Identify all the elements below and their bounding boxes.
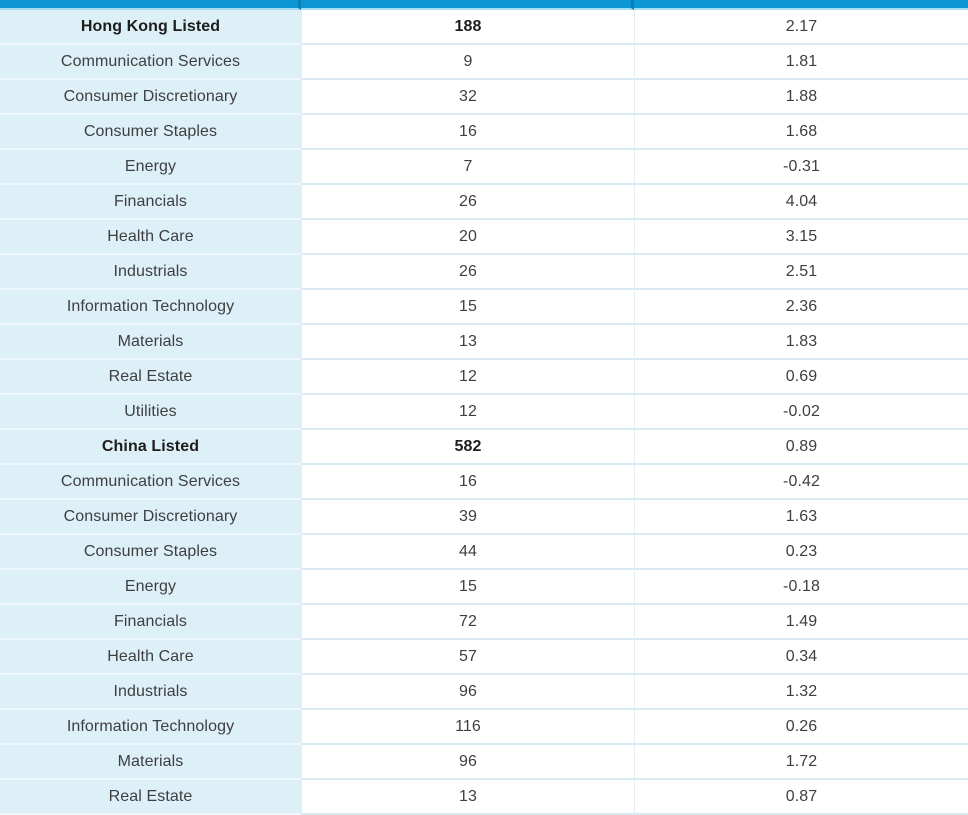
count-cell: 15: [301, 290, 634, 325]
value-cell: 3.15: [634, 220, 968, 255]
table-row: [0, 465, 968, 500]
count-cell: 96: [301, 745, 634, 780]
count-cell: 188: [301, 10, 634, 45]
count-cell: 15: [301, 570, 634, 605]
count-cell: 96: [301, 675, 634, 710]
category-cell: China Listed: [0, 430, 301, 465]
count-cell: 12: [301, 360, 634, 395]
table-row: [0, 255, 968, 290]
table-row: [0, 220, 968, 255]
table-row: [0, 570, 968, 605]
table-row: [0, 430, 968, 465]
count-cell: 44: [301, 535, 634, 570]
count-cell: 582: [301, 430, 634, 465]
category-cell: Energy: [0, 570, 301, 605]
category-cell: Financials: [0, 185, 301, 220]
category-cell: Hong Kong Listed: [0, 10, 301, 45]
table-row: [0, 500, 968, 535]
table-row: [0, 10, 968, 45]
count-cell: 26: [301, 185, 634, 220]
value-cell: 0.69: [634, 360, 968, 395]
table-row: [0, 115, 968, 150]
value-cell: 4.04: [634, 185, 968, 220]
category-cell: Information Technology: [0, 290, 301, 325]
table-row: [0, 360, 968, 395]
table-row: [0, 710, 968, 745]
category-cell: Health Care: [0, 640, 301, 675]
table-row: [0, 675, 968, 710]
header-cell-count: [301, 0, 634, 10]
count-cell: 12: [301, 395, 634, 430]
category-cell: Consumer Discretionary: [0, 80, 301, 115]
count-cell: 116: [301, 710, 634, 745]
value-cell: 1.81: [634, 45, 968, 80]
category-cell: Consumer Discretionary: [0, 500, 301, 535]
table-row: [0, 150, 968, 185]
category-cell: Health Care: [0, 220, 301, 255]
category-cell: Materials: [0, 325, 301, 360]
count-cell: 39: [301, 500, 634, 535]
category-cell: Industrials: [0, 675, 301, 710]
value-cell: -0.18: [634, 570, 968, 605]
category-cell: Communication Services: [0, 465, 301, 500]
value-cell: 1.72: [634, 745, 968, 780]
table-row: [0, 185, 968, 220]
count-cell: 13: [301, 780, 634, 815]
table-body: [0, 10, 968, 815]
value-cell: 1.68: [634, 115, 968, 150]
table-header-bar: [0, 0, 968, 10]
value-cell: 2.17: [634, 10, 968, 45]
count-cell: 7: [301, 150, 634, 185]
category-cell: Real Estate: [0, 780, 301, 815]
value-cell: 0.26: [634, 710, 968, 745]
table-row: [0, 605, 968, 640]
category-cell: Energy: [0, 150, 301, 185]
count-cell: 9: [301, 45, 634, 80]
value-cell: -0.31: [634, 150, 968, 185]
count-cell: 26: [301, 255, 634, 290]
value-cell: 0.23: [634, 535, 968, 570]
header-cell-value: [634, 0, 968, 10]
table-row: [0, 780, 968, 815]
category-cell: Materials: [0, 745, 301, 780]
value-cell: 2.51: [634, 255, 968, 290]
header-cell-category: [0, 0, 301, 10]
count-cell: 72: [301, 605, 634, 640]
category-cell: Real Estate: [0, 360, 301, 395]
table-row: [0, 290, 968, 325]
value-cell: 0.89: [634, 430, 968, 465]
category-cell: Consumer Staples: [0, 535, 301, 570]
value-cell: 1.83: [634, 325, 968, 360]
value-cell: 0.87: [634, 780, 968, 815]
count-cell: 13: [301, 325, 634, 360]
table-row: [0, 745, 968, 780]
table-row: [0, 45, 968, 80]
count-cell: 32: [301, 80, 634, 115]
value-cell: 1.32: [634, 675, 968, 710]
value-cell: 0.34: [634, 640, 968, 675]
value-cell: 1.49: [634, 605, 968, 640]
count-cell: 16: [301, 465, 634, 500]
value-cell: -0.42: [634, 465, 968, 500]
category-cell: Consumer Staples: [0, 115, 301, 150]
value-cell: 2.36: [634, 290, 968, 325]
table-row: [0, 80, 968, 115]
table-row: [0, 640, 968, 675]
count-cell: 57: [301, 640, 634, 675]
category-cell: Information Technology: [0, 710, 301, 745]
value-cell: 1.63: [634, 500, 968, 535]
category-cell: Communication Services: [0, 45, 301, 80]
value-cell: -0.02: [634, 395, 968, 430]
category-cell: Financials: [0, 605, 301, 640]
category-cell: Utilities: [0, 395, 301, 430]
table-row: [0, 535, 968, 570]
count-cell: 20: [301, 220, 634, 255]
table-row: [0, 325, 968, 360]
value-cell: 1.88: [634, 80, 968, 115]
table-row: [0, 395, 968, 430]
count-cell: 16: [301, 115, 634, 150]
category-cell: Industrials: [0, 255, 301, 290]
